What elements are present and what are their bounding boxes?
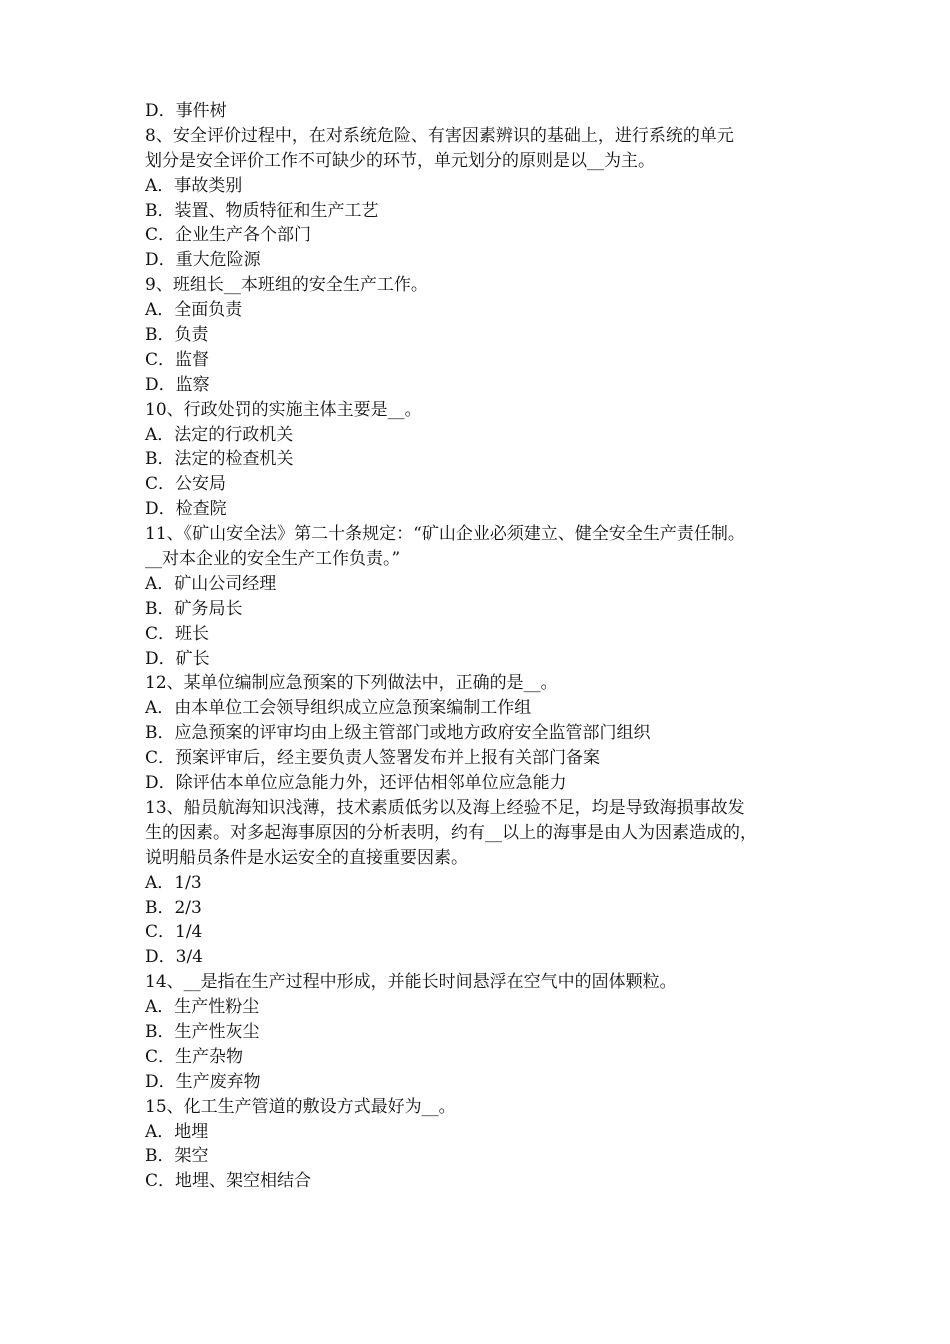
- question-8-line-2: 划分是安全评价工作不可缺少的环节，单元划分的原则是以__为主。: [145, 150, 655, 171]
- option-line: C．1/4: [145, 922, 203, 943]
- text-line: D．事件树: [145, 101, 227, 121]
- option-line: A．矿山公司经理: [145, 573, 277, 594]
- option-line: D．除评估本单位应急能力外，还评估相邻单位应急能力: [145, 773, 567, 794]
- option-line: B．2/3: [145, 897, 202, 918]
- option-line: B．装置、物质特征和生产工艺: [145, 200, 379, 221]
- option-line: A．生产性粉尘: [145, 997, 260, 1018]
- option-line: C．监督: [145, 349, 210, 370]
- option-line: A．法定的行政机关: [145, 424, 294, 445]
- question-11-line-2: __对本企业的安全生产工作负责。”: [145, 549, 401, 570]
- option-line: A．全面负责: [145, 300, 243, 321]
- question-12: 12、某单位编制应急预案的下列做法中，正确的是__。: [145, 673, 558, 694]
- option-line: D．检查院: [145, 499, 227, 520]
- option-line: D．3/4: [145, 947, 203, 968]
- option-line: A．地埋: [145, 1121, 209, 1142]
- question-13-line-3: 说明船员条件是水运安全的直接重要因素。: [145, 847, 468, 868]
- question-13-line-1: 13、船员航海知识浅薄，技术素质低劣以及海上经验不足，均是导致海损事故发: [145, 797, 745, 818]
- option-line: B．应急预案的评审均由上级主管部门或地方政府安全监管部门组织: [145, 723, 651, 744]
- question-9: 9、班组长__本班组的安全生产工作。: [145, 275, 428, 296]
- option-line: C．班长: [145, 623, 210, 644]
- option-line: D．生产废弃物: [145, 1071, 261, 1092]
- option-line: C．生产杂物: [145, 1046, 244, 1067]
- question-15: 15、化工生产管道的敷设方式最好为__。: [145, 1096, 456, 1117]
- option-line: D．重大危险源: [145, 250, 261, 271]
- document-page: [145, 99, 815, 1194]
- question-13-line-2: 生的因素。对多起海事原因的分析表明，约有__以上的海事是由人为因素造成的，: [145, 822, 757, 843]
- option-line: B．矿务局长: [145, 598, 243, 619]
- option-line: B．法定的检查机关: [145, 449, 294, 470]
- option-line: D．监察: [145, 374, 210, 395]
- question-10: 10、行政处罚的实施主体主要是__。: [145, 399, 422, 420]
- option-line: C．预案评审后，经主要负责人签署发布并上报有关部门备案: [145, 748, 601, 769]
- question-11-line-1: 11、《矿山安全法》第二十条规定：“矿山企业必须建立、健全安全生产责任制。: [145, 524, 745, 545]
- question-8-line-1: 8、安全评价过程中，在对系统危险、有害因素辨识的基础上，进行系统的单元: [145, 125, 734, 146]
- option-line: A．事故类别: [145, 175, 243, 196]
- option-line: B．生产性灰尘: [145, 1021, 260, 1042]
- option-line: C．地埋、架空相结合: [145, 1171, 312, 1192]
- option-line: A．由本单位工会领导组织成立应急预案编制工作组: [145, 698, 532, 719]
- option-line: B．架空: [145, 1146, 209, 1167]
- option-line: A．1/3: [145, 872, 202, 893]
- question-14: 14、__是指在生产过程中形成，并能长时间悬浮在空气中的固体颗粒。: [145, 972, 677, 993]
- option-line: C．公安局: [145, 474, 227, 495]
- option-line: D．矿长: [145, 648, 210, 669]
- option-line: C．企业生产各个部门: [145, 225, 312, 246]
- option-line: B．负责: [145, 325, 209, 346]
